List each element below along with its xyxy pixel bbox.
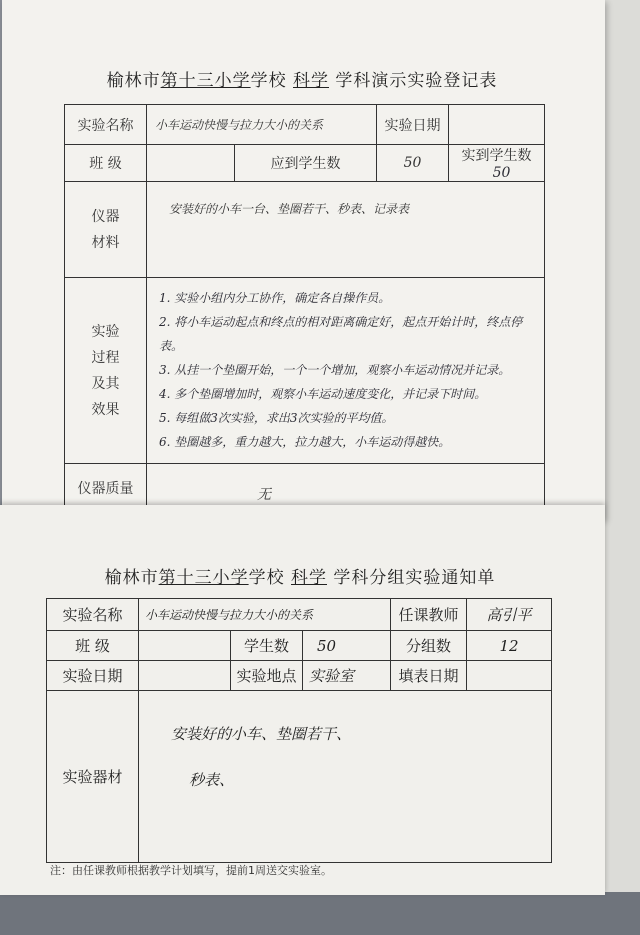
label-class: 班 级 xyxy=(47,631,139,661)
label-equipment-line2: 材料 xyxy=(91,234,120,251)
title-school-suffix: 学校 xyxy=(250,71,287,91)
label-quality: 仪器质量 xyxy=(65,464,147,514)
label-process-line3: 及其 xyxy=(91,375,120,392)
label-fill-date: 填表日期 xyxy=(391,661,467,691)
equipment-line1: 安装好的小车、垫圈若干、 xyxy=(171,725,352,743)
label-experiment-date: 实验日期 xyxy=(377,105,449,145)
equipment-line2: 秒表、 xyxy=(189,771,235,789)
label-process-line1: 实验 xyxy=(91,323,120,340)
registration-table xyxy=(64,104,545,514)
label-location: 实验地点 xyxy=(231,661,303,691)
value-students: 50 xyxy=(303,631,391,661)
footnote: 注：由任课教师根据教学计划填写，提前1周送交实验室。 xyxy=(50,864,332,877)
title-subject: 科学 xyxy=(293,71,329,91)
title-city: 榆林市 xyxy=(106,71,161,91)
title-school: 第十三小学 xyxy=(158,568,249,588)
label-students: 学生数 xyxy=(231,631,303,661)
label-class: 班 级 xyxy=(65,145,147,182)
process-step: 5. 每组做3次实验，求出3次实验的平均值。 xyxy=(159,411,394,425)
label-process-line4: 效果 xyxy=(91,401,120,418)
background-edge xyxy=(0,892,640,935)
process-step: 3. 从挂一个垫圈开始，一个一个增加，观察小车运动情况并记录。 xyxy=(159,363,511,377)
label-experiment-date: 实验日期 xyxy=(47,661,139,691)
value-fill-date xyxy=(467,661,552,691)
process-step: 6. 垫圈越多，重力越大，拉力越大，小车运动得越快。 xyxy=(159,435,451,449)
value-teacher: 高引平 xyxy=(467,599,552,631)
notice-table xyxy=(46,598,552,863)
form2-title xyxy=(40,563,560,588)
process-step: 4. 多个垫圈增加时，观察小车运动速度变化，并记录下时间。 xyxy=(159,387,487,401)
title-subject: 科学 xyxy=(291,568,327,588)
process-steps-cell xyxy=(147,278,545,464)
value-actual-students: 50 xyxy=(492,165,511,181)
process-step: 1. 实验小组内分工协作，确定各自操作员。 xyxy=(159,291,391,305)
process-step: 2. 将小车运动起点和终点的相对距离确定好，起点开始计时，终点停表。 xyxy=(159,315,523,353)
title-school: 第十三小学 xyxy=(160,71,251,91)
value-quality: 无 xyxy=(147,464,545,514)
value-experiment-name: 小车运动快慢与拉力大小的关系 xyxy=(139,599,391,631)
process-steps-list xyxy=(147,278,544,458)
label-process-line2: 过程 xyxy=(91,349,120,366)
label-actual-students: 实到学生数 xyxy=(461,148,532,164)
registration-form-sheet xyxy=(2,0,605,520)
value-experiment-name: 小车运动快慢与拉力大小的关系 xyxy=(147,105,377,145)
label-expected-students: 应到学生数 xyxy=(235,145,377,182)
label-groups: 分组数 xyxy=(391,631,467,661)
value-class xyxy=(147,145,235,182)
group-notice-sheet xyxy=(0,505,605,895)
value-class xyxy=(139,631,231,661)
value-equipment: 安装好的小车一台、垫圈若干、秒表、记录表 xyxy=(147,182,545,278)
value-equipment xyxy=(139,691,552,863)
label-experiment-name: 实验名称 xyxy=(65,105,147,145)
title-school-suffix: 学校 xyxy=(248,568,285,588)
label-equipment xyxy=(65,182,147,278)
form1-title xyxy=(42,66,562,91)
label-equipment-line1: 仪器 xyxy=(91,208,120,225)
value-experiment-date xyxy=(449,105,545,145)
title-city: 榆林市 xyxy=(104,568,159,588)
label-process xyxy=(65,278,147,464)
title-form-type: 学科演示实验登记表 xyxy=(335,71,498,91)
value-experiment-date xyxy=(139,661,231,691)
label-equipment: 实验器材 xyxy=(47,691,139,863)
value-expected-students: 50 xyxy=(377,145,449,182)
title-form-type: 学科分组实验通知单 xyxy=(333,568,496,588)
value-groups: 12 xyxy=(467,631,552,661)
value-location: 实验室 xyxy=(303,661,391,691)
label-teacher: 任课教师 xyxy=(391,599,467,631)
label-experiment-name: 实验名称 xyxy=(47,599,139,631)
